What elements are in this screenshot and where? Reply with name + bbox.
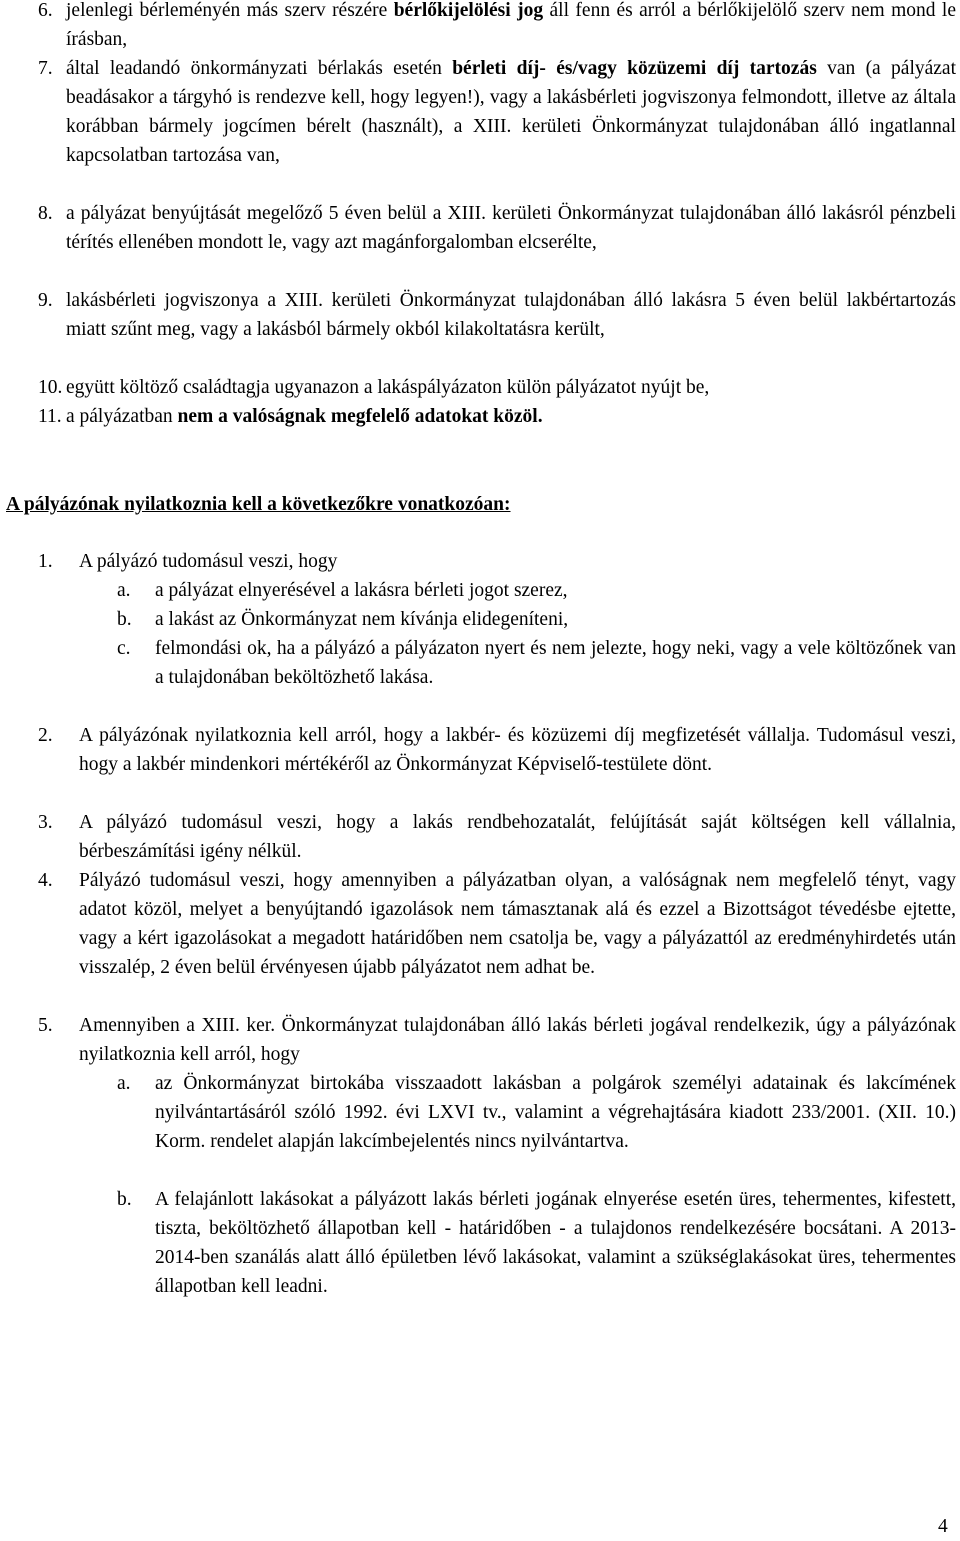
decl-item-1 (38, 547, 956, 576)
decl-item-5-sub-b (117, 1185, 956, 1301)
list-number: 3. (38, 812, 53, 833)
decl-item-1-sub-a (117, 576, 956, 605)
list-item-8 (38, 199, 956, 257)
list-item-11 (38, 402, 956, 431)
sub-text: felmondási ok, ha a pályázó a pályázaton nyert és nem jelezte, hogy neki, vagy a vele költözőnek van a tulajdonában beköltözhető lakása. (155, 638, 956, 688)
list-text: által leadandó önkormányzati bérlakás esetén bérleti díj- és/vagy közüzemi díj tartozás van (a pályázat beadásakor a tárgyhó is rendezve kell, hogy legyen!), vagy a lakásbérleti jogviszonya felmondott, illetve az általa korábban bármely jogcímen bérelt (használt), a XIII. kerületi Önkormányzat tulajdonában álló ingatlannal kapcsolatban tartozása van, (66, 58, 956, 166)
sub-label: b. (117, 1189, 132, 1210)
list-text: együtt költöző családtagja ugyanazon a lakáspályázaton külön pályázatot nyújt be, (66, 377, 710, 398)
list-text: Pályázó tudomásul veszi, hogy amennyiben a pályázatban olyan, a valóságnak nem megfelelő tényt, vagy adatot közöl, melyet a benyújtandó igazolások nem támasztanak alá és ezzel a Bizottságot tévedésbe ejtette, vagy a kért igazolásokat a megadott határidőben nem csatolja be, vagy a pályázattól az eredményhirdetés után visszalép, 2 éven belül érvényesen újabb pályázatot nem adhat be. (79, 870, 956, 978)
list-text: A pályázó tudomásul veszi, hogy (79, 551, 338, 572)
list-text: Amennyiben a XIII. ker. Önkormányzat tulajdonában álló lakás bérleti jogával rendelkezik, úgy a pályázónak nyilatkoznia kell arról, hogy (79, 1015, 956, 1065)
list-text: lakásbérleti jogviszonya a XIII. kerületi Önkormányzat tulajdonában álló lakásra 5 éven belül lakbértartozás miatt szűnt meg, vagy a lakásból bármely okból kilakoltatásra került, (66, 290, 956, 340)
list-number: 1. (38, 551, 53, 572)
list-number: 5. (38, 1015, 53, 1036)
list-number: 6. (38, 0, 53, 21)
list-number: 4. (38, 870, 53, 891)
list-text: jelenlegi bérleményén más szerv részére bérlőkijelölési jog áll fenn és arról a bérlőkijelölő szerv nem mond le írásban, (66, 0, 956, 50)
sub-label: c. (117, 638, 131, 659)
section-heading: A pályázónak nyilatkoznia kell a következőkre vonatkozóan: (6, 494, 511, 515)
sub-text: az Önkormányzat birtokába visszaadott lakásban a polgárok személyi adatainak és lakcímének nyilvántartásáról szóló 1992. évi LXVI tv., valamint a végrehajtására kiadott 233/2001. (XII. 10.) Korm. rendelet alapján lakcímbejelentés nincs nyilvántartva. (155, 1073, 956, 1152)
sub-text: a pályázat elnyerésével a lakásra bérleti jogot szerez, (155, 580, 568, 601)
decl-item-4 (38, 866, 956, 982)
list-number: 8. (38, 203, 53, 224)
list-number: 7. (38, 58, 53, 79)
list-text: a pályázat benyújtását megelőző 5 éven belül a XIII. kerületi Önkormányzat tulajdonában álló lakásról pénzbeli térítés ellenében mondott le, vagy azt magánforgalomban elcserélte, (66, 203, 956, 253)
list-number: 11. (38, 406, 62, 427)
decl-item-1-sub-b (117, 605, 956, 634)
page-number: 4 (938, 1516, 948, 1537)
list-text: A pályázónak nyilatkoznia kell arról, hogy a lakbér- és közüzemi díj megfizetését vállalja. Tudomásul veszi, hogy a lakbér mindenkori mértékéről az Önkormányzat Képviselő-testülete dönt. (79, 725, 956, 775)
decl-item-5-sub-a (117, 1069, 956, 1156)
list-item-10 (38, 373, 956, 402)
sub-label: a. (117, 580, 131, 601)
list-item-9 (38, 286, 956, 344)
list-item-7 (38, 54, 956, 170)
decl-item-2 (38, 721, 956, 779)
sub-text: A felajánlott lakásokat a pályázott lakás bérleti jogának elnyerése esetén üres, tehermentes, kifestett, tiszta, beköltözhető állapotban kell - határidőben - a tulajdonos rendelkezésére bocsátani. A 2013-2014-ben szanálás alatt álló épületben lévő lakásokat, valamint a szükséglakásokat üres, tehermentes állapotban kell leadni. (155, 1189, 956, 1297)
list-item-6 (38, 0, 956, 54)
sub-label: b. (117, 609, 132, 630)
sub-text: a lakást az Önkormányzat nem kívánja elidegeníteni, (155, 609, 569, 630)
list-text: a pályázatban nem a valóságnak megfelelő adatokat közöl. (66, 406, 543, 427)
decl-item-1-sub-c (117, 634, 956, 692)
list-text: A pályázó tudomásul veszi, hogy a lakás rendbehozatalát, felújítását saját költségen kell vállalnia, bérbeszámítási igény nélkül. (79, 812, 956, 862)
list-number: 2. (38, 725, 53, 746)
decl-item-3 (38, 808, 956, 866)
decl-item-5 (38, 1011, 956, 1069)
list-number: 10. (38, 377, 63, 398)
sub-label: a. (117, 1073, 131, 1094)
list-number: 9. (38, 290, 53, 311)
